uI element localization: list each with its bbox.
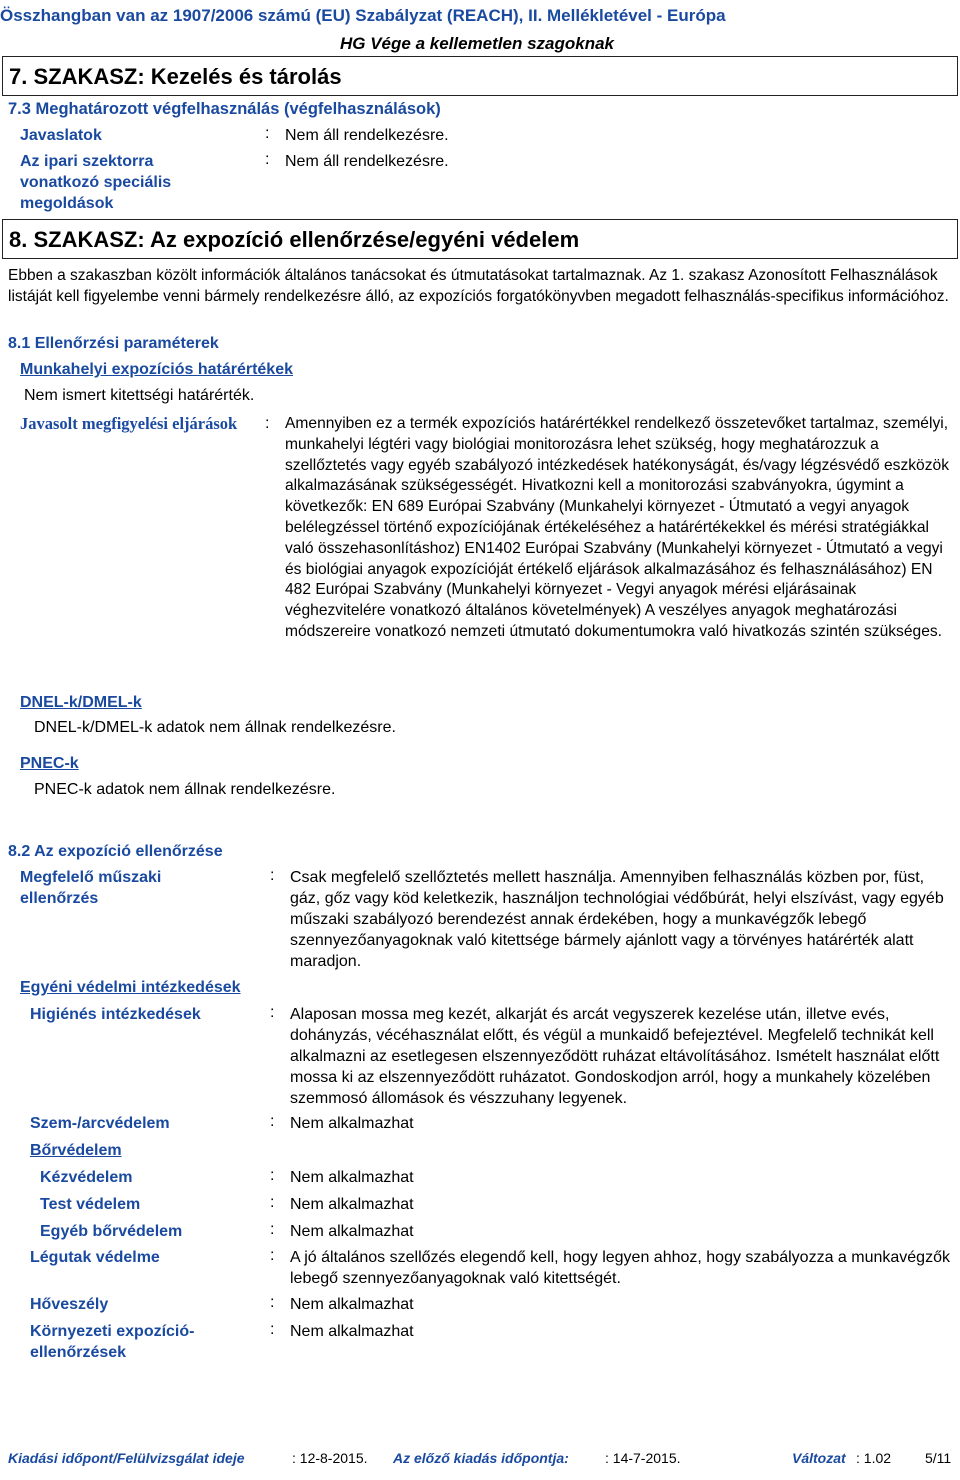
sector-solutions-value: Nem áll rendelkezésre. (285, 153, 449, 170)
section-7-heading: 7. SZAKASZ: Kezelés és tárolás (9, 64, 342, 89)
hygiene-value: Alaposan mossa meg kezét, alkarját és arcát vegyszerek kezelése után, illetve evés, dohányzás, vécéhasználat előtt, és végül a munkaidő befejeztével. Megfelelő technikát kell alkalmazni az esetlegesen elszennyeződött ruházat eltávolításához. Ismételt használat előtt mossa ki az elszennyeződött ruházatot. Gondoskodjon arról, hogy a munkahely közelében szemmosó állomások és vészzuhany legyenek. (290, 1006, 940, 1107)
section-8-heading-box (2, 219, 958, 259)
section-8-heading: 8. SZAKASZ: Az expozíció ellenőrzése/egyéni védelem (9, 227, 580, 252)
colon: : (270, 1321, 275, 1338)
section-7-3-heading: 7.3 Meghatározott végfelhasználás (végfelhasználások) (8, 100, 441, 118)
oel-title: Munkahelyi expozíciós határértékek (20, 361, 293, 378)
respiratory-protection-label: Légutak védelme (30, 1249, 160, 1266)
oel-value: Nem ismert kitettségi határérték. (24, 387, 255, 404)
product-name: HG Vége a kellemetlen szagoknak (340, 34, 615, 53)
eye-protection-value: Nem alkalmazhat (290, 1115, 414, 1132)
dnel-title: DNEL-k/DMEL-k (20, 694, 142, 711)
hygiene-label: Higiénés intézkedések (30, 1006, 201, 1023)
previous-issue-value: : 14-7-2015. (605, 1450, 681, 1466)
hand-protection-value: Nem alkalmazhat (290, 1169, 414, 1186)
colon: : (265, 125, 270, 142)
other-skin-protection-label: Egyéb bőrvédelem (40, 1223, 183, 1240)
pnec-value: PNEC-k adatok nem állnak rendelkezésre. (34, 781, 336, 798)
eye-protection-label: Szem-/arcvédelem (30, 1115, 170, 1132)
other-skin-protection-value: Nem alkalmazhat (290, 1223, 414, 1240)
environmental-exposure-value: Nem alkalmazhat (290, 1323, 414, 1340)
body-protection-value: Nem alkalmazhat (290, 1196, 414, 1213)
colon: : (270, 1294, 275, 1311)
monitoring-value: Amennyiben ez a termék expozíciós határértékkel rendelkező összetevőket tartalmaz, személyi, munkahelyi légtéri vagy biológiai monitorozásra lehet szükség, hogy meghatározzuk a szellőztetés vagy egyéb szabályozó intézkedések hatékonyságát, és/vagy légzésvédő eszközök alkalmazásának szükségességét. Hivatkozni kell a monitorozási szabványokra, úgymint a következők: EN 689 Európai Szabvány (Munkahelyi környezet - Útmutató a vegyi anyagok belélegzéssel történő expozíciójának értékeléséhez a határértékekkel és mérési stratégiákkal való összehasonlításhoz) EN1402 Európai Szabvány (Munkahelyi környezet - Útmutató a vegyi és biológiai anyagok expozícióját értékelő eljárások alkalmazásához és felhasználásához) EN 482 Európai Szabvány (Munkahelyi környezet - Vegyi anyagok mérési eljárásainak véghezvitelére vonatkozó általános követelmények) A veszélyes anyagok meghatározási módszereire vonatkozó nemzeti útmutató dokumentumokra való hivatkozás szintén szükséges. (285, 415, 949, 640)
colon: : (265, 415, 270, 432)
engineering-controls-label: Megfelelő műszaki ellenőrzés (20, 869, 162, 907)
issue-date-value: : 12-8-2015. (292, 1450, 368, 1466)
colon: : (270, 1113, 275, 1130)
section-8-2-heading: 8.2 Az expozíció ellenőrzése (8, 843, 223, 860)
section-8-1-heading: 8.1 Ellenőrzési paraméterek (8, 335, 219, 352)
ppe-title: Egyéni védelmi intézkedések (20, 979, 241, 996)
dnel-value: DNEL-k/DMEL-k adatok nem állnak rendelkezésre. (34, 719, 396, 736)
hand-protection-label: Kézvédelem (40, 1169, 133, 1186)
recommendations-label: Javaslatok (20, 127, 102, 144)
sector-solutions-label: Az ipari szektorra vonatkozó speciális megoldások (20, 153, 172, 212)
colon: : (270, 867, 275, 884)
colon: : (270, 1247, 275, 1264)
body-protection-label: Test védelem (40, 1196, 141, 1213)
version-value: : 1.02 (856, 1450, 892, 1466)
colon: : (270, 1221, 275, 1238)
thermal-hazards-label: Hőveszély (30, 1296, 109, 1313)
colon: : (265, 151, 270, 168)
pnec-title: PNEC-k (20, 755, 79, 772)
colon: : (270, 1004, 275, 1021)
environmental-exposure-label: Környezeti expozíció-ellenőrzések (30, 1323, 195, 1361)
section-8-intro: Ebben a szakaszban közölt információk általános tanácsokat és útmutatásokat tartalmaznak. Az 1. szakasz Azonosított Felhasználások listáját kell figyelembe venni bármely rendelkezésre álló, az expozíciós forgatókönyvben megadott felhasználás-specifikus információhoz. (8, 267, 949, 305)
colon: : (270, 1167, 275, 1184)
version-label: Változat (792, 1450, 846, 1466)
issue-date-label: Kiadási időpont/Felülvizsgálat ideje (8, 1450, 245, 1466)
monitoring-label: Javasolt megfigyelési eljárások (20, 414, 238, 433)
section-7-heading-box (2, 56, 958, 96)
document-header-title: Összhangban van az 1907/2006 számú (EU) Szabályzat (REACH), II. Mellékletével - Európa (0, 6, 726, 25)
skin-protection-title: Bőrvédelem (30, 1142, 122, 1159)
previous-issue-label: Az előző kiadás időpontja: (393, 1450, 569, 1466)
page-number: 5/11 (925, 1450, 952, 1466)
thermal-hazards-value: Nem alkalmazhat (290, 1296, 414, 1313)
respiratory-protection-value: A jó általános szellőzés elegendő kell, hogy legyen ahhoz, hogy szabályozza a munkavégzők lebegő szennyezőanyagoknak való kitettségét. (290, 1249, 950, 1287)
recommendations-value: Nem áll rendelkezésre. (285, 127, 449, 144)
engineering-controls-value: Csak megfelelő szellőztetés mellett használja. Amennyiben felhasználás közben por, füst, gáz, gőz vagy köd keletkezik, használjon technológiai védőbúrát, helyi elszívást, vagy egyéb műszaki szabályozó berendezést annak érdekében, hogy a munkavégzők lebegő szennyezőanyagoknak való kitettsége bármely ajánlott vagy a törvényes határérték alatt maradjon. (290, 869, 944, 970)
colon: : (270, 1194, 275, 1211)
